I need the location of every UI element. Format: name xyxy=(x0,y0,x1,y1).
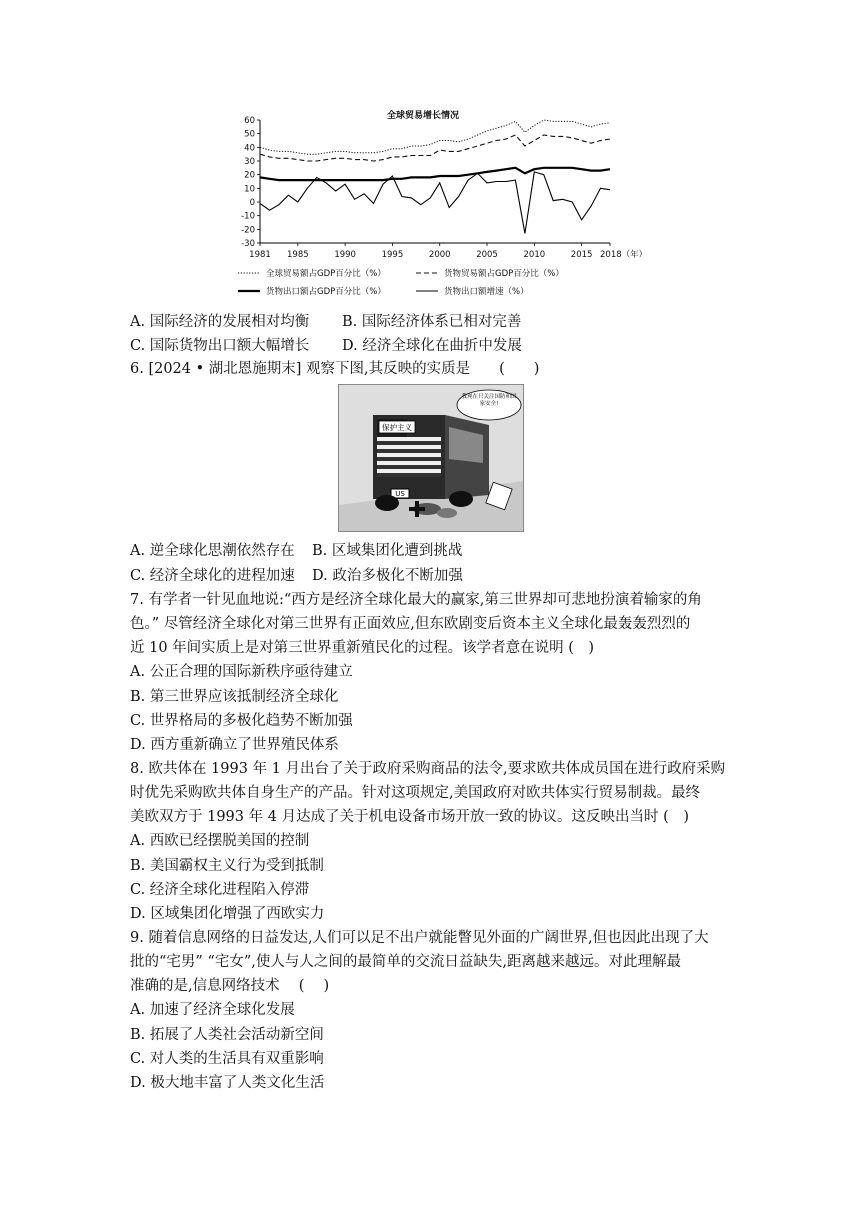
x-tick-label: 1990 xyxy=(334,250,356,260)
q7-option-d[interactable]: D. 西方重新确立了世界殖民体系 xyxy=(130,737,339,753)
q5-option-d[interactable]: D. 经济全球化在曲折中发展 xyxy=(342,338,522,354)
series-line-1 xyxy=(260,120,610,154)
q7-option-b[interactable]: B. 第三世界应该抵制经济全球化 xyxy=(130,689,339,705)
q5-option-a[interactable]: A. 国际经济的发展相对均衡 xyxy=(130,314,310,330)
y-tick-label: 20 xyxy=(244,170,255,181)
y-tick-label: -30 xyxy=(241,239,255,249)
q9-option-a[interactable]: A. 加速了经济全球化发展 xyxy=(130,1002,295,1018)
q6-option-d[interactable]: D. 政治多极化不断加强 xyxy=(312,568,463,584)
y-tick-labels xyxy=(241,116,260,249)
legend-label-1: 全球贸易额占GDP百分比（%） xyxy=(266,269,386,279)
x-tick-label: 2005 xyxy=(476,250,498,260)
q6-option-c[interactable]: C. 经济全球化的进程加速 xyxy=(130,568,295,584)
legend-label-4: 货物出口额增速（%） xyxy=(444,287,529,297)
chart-title: 全球贸易增长情况 xyxy=(386,111,460,121)
q9-stem-line-2: 批的“宅男” “宅女”,使人与人之间的最简单的交流日益缺失,距离越来越远。对此理解最 xyxy=(130,954,681,970)
q5-option-c[interactable]: C. 国际货物出口额大幅增长 xyxy=(130,338,310,354)
q7-option-c[interactable]: C. 世界格局的多极化趋势不断加强 xyxy=(130,713,353,729)
truck-illustration xyxy=(339,385,523,531)
y-tick-label: 10 xyxy=(244,184,255,195)
x-tick-label: 2010 xyxy=(523,250,546,260)
q6-option-a[interactable]: A. 逆全球化思潮依然存在 xyxy=(130,543,295,559)
y-tick-label: -20 xyxy=(241,225,255,236)
q9-stem-line-3: 准确的是,信息网络技术 ( ) xyxy=(130,978,330,994)
y-tick-label: 30 xyxy=(244,157,255,167)
q7-stem-line-2: 色。” 尽管经济全球化对第三世界有正面效应,但东欧剧变后资本主义全球化最轰轰烈烈的 xyxy=(130,616,691,632)
chart-legend xyxy=(238,268,564,297)
y-tick-label: 40 xyxy=(244,143,255,154)
q6-option-b[interactable]: B. 区域集团化遭到挑战 xyxy=(312,543,463,559)
q5-option-b[interactable]: B. 国际经济体系已相对完善 xyxy=(342,314,522,330)
y-tick-label: -10 xyxy=(241,211,255,222)
global-trade-chart xyxy=(228,100,648,305)
x-tick-label: 2000 xyxy=(428,250,451,260)
protectionism-cartoon xyxy=(338,384,524,532)
chart-series xyxy=(260,120,610,233)
series-line-3 xyxy=(260,168,610,180)
q8-stem-line-3: 美欧双方于 1993 年 4 月达成了关于机电设备市场开放一致的协议。这反映出当时 ( ) xyxy=(130,809,689,825)
x-tick-label: 1981 xyxy=(249,250,271,260)
q9-option-c[interactable]: C. 对人类的生活具有双重影响 xyxy=(130,1051,324,1067)
x-tick-label: 2018（年） xyxy=(600,250,648,260)
q8-option-d[interactable]: D. 区域集团化增强了西欧实力 xyxy=(130,906,325,922)
y-tick-label: 60 xyxy=(244,116,255,126)
x-tick-labels xyxy=(249,243,647,260)
speech-bubble-text: 我现在只关注国防和国家安全! xyxy=(461,394,517,407)
y-tick-label: 50 xyxy=(244,129,255,140)
x-tick-label: 2015 xyxy=(570,250,593,260)
y-tick-label: 0 xyxy=(249,198,255,208)
q8-option-c[interactable]: C. 经济全球化进程陷入停滞 xyxy=(130,882,310,898)
q6-stem: 6. [2024 • 湖北恩施期末] 观察下图,其反映的实质是 ( ) xyxy=(130,361,540,377)
q8-stem-line-2: 时优先采购欧共体自身生产的产品。针对这项规定,美国政府对欧共体实行贸易制裁。最终 xyxy=(130,785,701,801)
q8-option-b[interactable]: B. 美国霸权主义行为受到抵制 xyxy=(130,858,324,874)
q9-option-d[interactable]: D. 极大地丰富了人类文化生活 xyxy=(130,1075,325,1091)
q7-stem-line-1: 7. 有学者一针见血地说:“西方是经济全球化最大的赢家,第三世界却可悲地扮演着输家的角 xyxy=(130,592,702,608)
series-line-2 xyxy=(260,135,610,161)
q7-stem-line-3: 近 10 年间实质上是对第三世界重新殖民化的过程。该学者意在说明 ( ) xyxy=(130,640,595,656)
q8-stem-line-1: 8. 欧共体在 1993 年 1 月出台了关于政府采购商品的法令,要求欧共体成员国在进行政府采购 xyxy=(130,761,726,777)
q8-option-a[interactable]: A. 西欧已经摆脱美国的控制 xyxy=(130,833,310,849)
legend-label-2: 货物贸易额占GDP百分比（%） xyxy=(444,269,564,279)
protectionism-label: 保护主义 xyxy=(382,423,412,432)
q7-option-a[interactable]: A. 公正合理的国际新秩序亟待建立 xyxy=(130,664,353,680)
x-tick-label: 1995 xyxy=(381,250,404,260)
plate-text: US xyxy=(395,490,405,498)
q9-stem-line-1: 9. 随着信息网络的日益发达,人们可以足不出户就能瞥见外面的广阔世界,但也因此出现了大 xyxy=(130,930,709,946)
legend-label-3: 货物出口额占GDP百分比（%） xyxy=(266,287,386,297)
q9-option-b[interactable]: B. 拓展了人类社会活动新空间 xyxy=(130,1027,324,1043)
x-tick-label: 1985 xyxy=(287,250,309,260)
